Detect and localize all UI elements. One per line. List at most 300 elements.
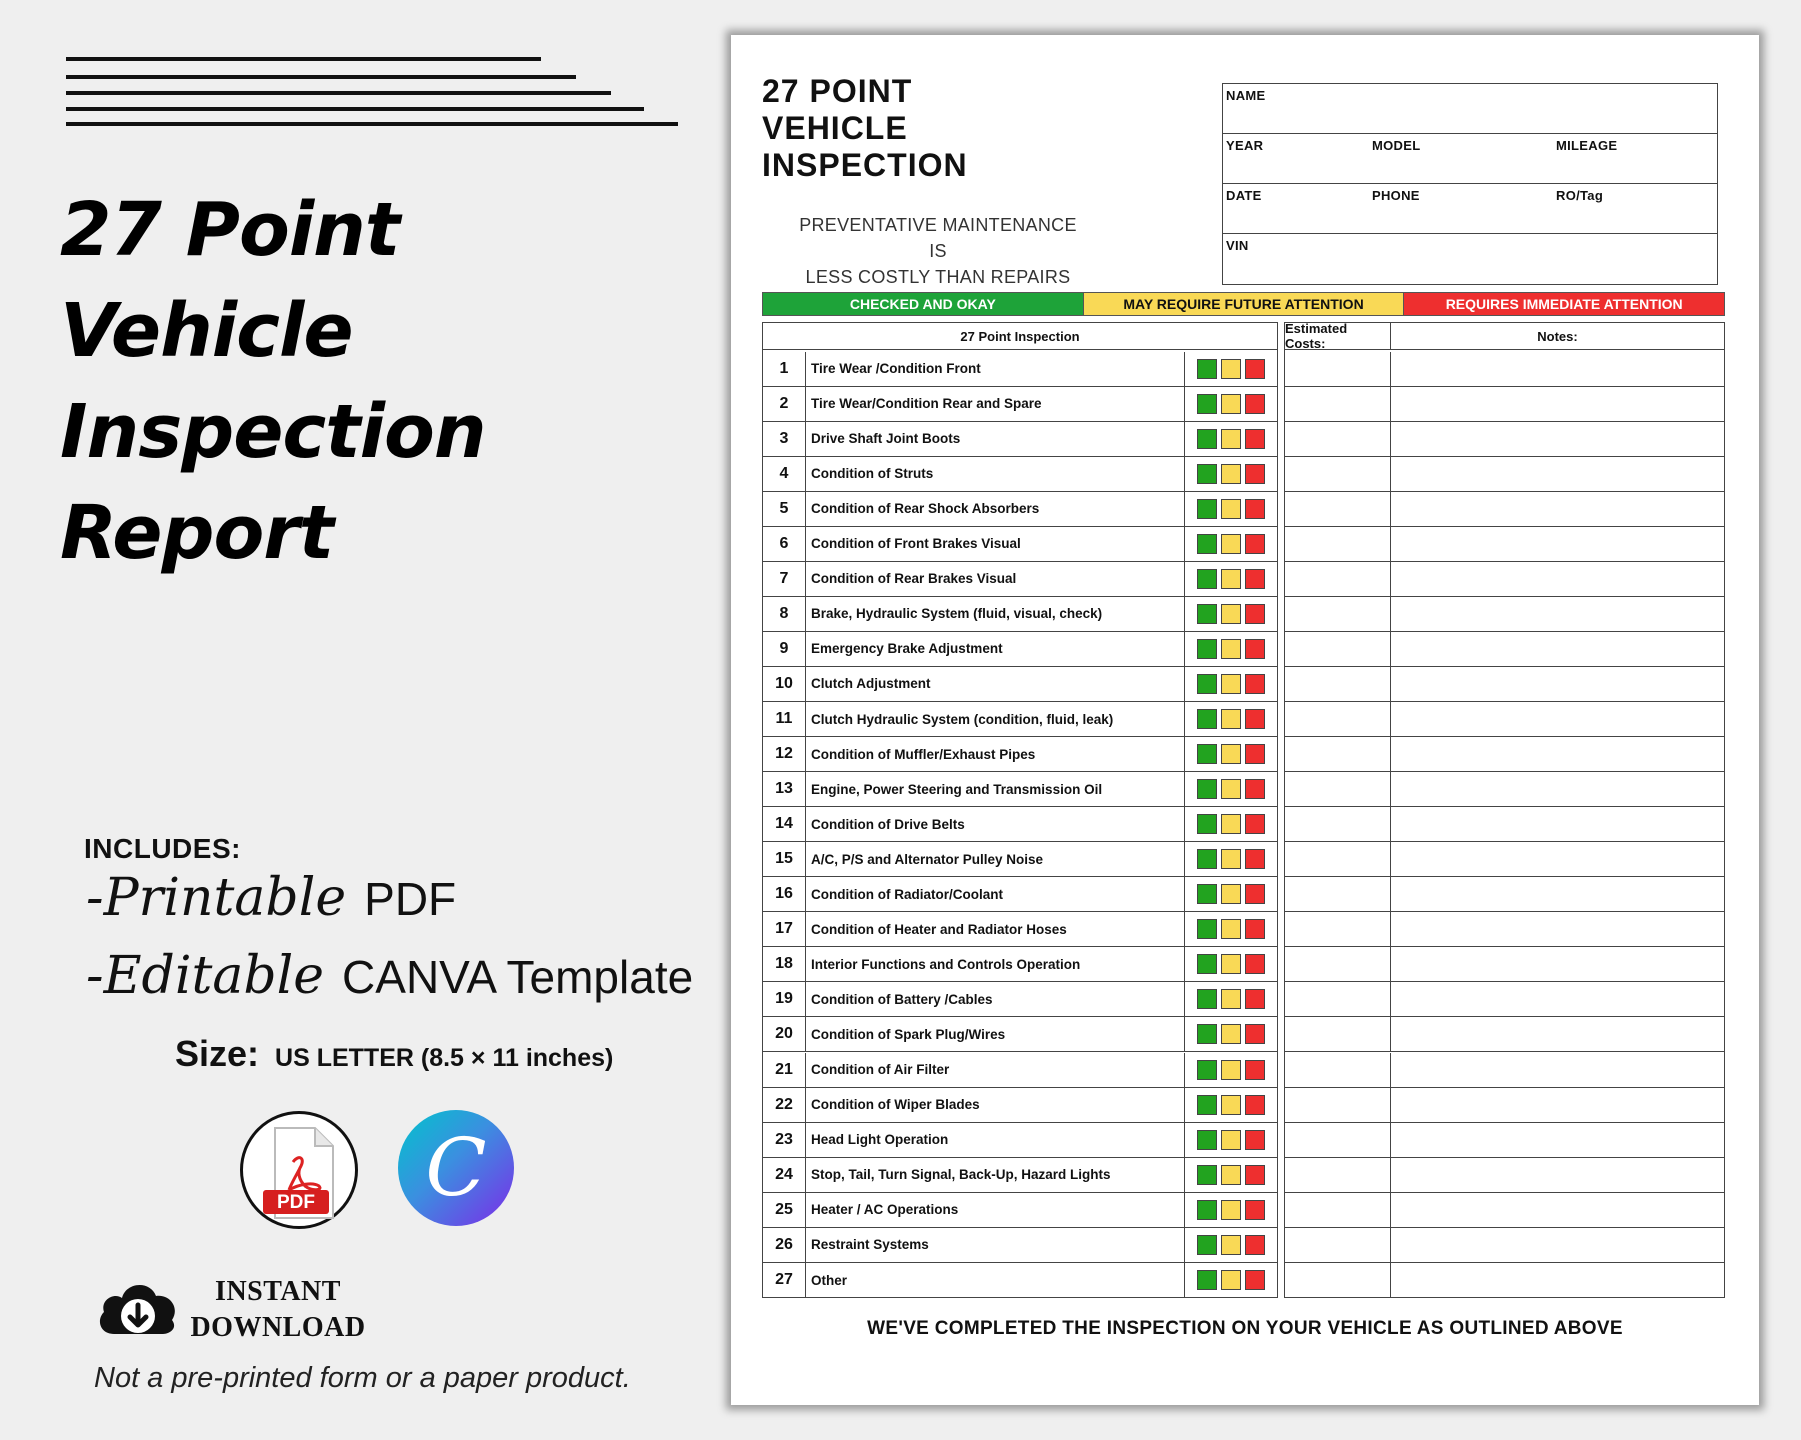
costs-notes-row: [1285, 947, 1724, 982]
notes-cell[interactable]: [1391, 842, 1724, 876]
checkbox-okay[interactable]: [1197, 429, 1217, 449]
item-number: 8: [763, 597, 806, 631]
checkbox-future[interactable]: [1221, 1200, 1241, 1220]
checkbox-future[interactable]: [1221, 709, 1241, 729]
checkbox-future[interactable]: [1221, 1095, 1241, 1115]
item-label: Tire Wear /Condition Front: [811, 361, 981, 377]
item-number: 24: [763, 1158, 806, 1192]
inspection-row: [763, 492, 1277, 527]
checkbox-okay[interactable]: [1197, 954, 1217, 974]
notes-cell[interactable]: [1391, 632, 1724, 666]
status-checkboxes: [1184, 387, 1277, 421]
notes-cell[interactable]: [1391, 1158, 1724, 1192]
checkbox-immediate[interactable]: [1245, 1165, 1265, 1185]
inspection-row: [763, 912, 1277, 947]
estimated-cost-cell[interactable]: [1285, 702, 1391, 736]
estimated-cost-cell[interactable]: [1285, 912, 1391, 946]
checkbox-future[interactable]: [1221, 1060, 1241, 1080]
inspection-row: [763, 737, 1277, 772]
estimated-cost-cell[interactable]: [1285, 772, 1391, 806]
estimated-cost-cell[interactable]: [1285, 947, 1391, 981]
status-checkboxes: [1184, 982, 1277, 1016]
checkbox-future[interactable]: [1221, 604, 1241, 624]
checkbox-immediate[interactable]: [1245, 1130, 1265, 1150]
item-label: Clutch Adjustment: [811, 676, 931, 692]
item-number: 3: [763, 422, 806, 456]
checkbox-okay[interactable]: [1197, 989, 1217, 1009]
form-footer: WE'VE COMPLETED THE INSPECTION ON YOUR VEHICLE AS OUTLINED ABOVE: [867, 1318, 1623, 1339]
estimated-cost-cell[interactable]: [1285, 352, 1391, 386]
checkbox-immediate[interactable]: [1245, 744, 1265, 764]
canva-logo-icon: [398, 1110, 514, 1226]
checkbox-immediate[interactable]: [1245, 604, 1265, 624]
inspection-row: [763, 632, 1277, 667]
inspection-row: [763, 1088, 1277, 1123]
notes-cell[interactable]: [1391, 877, 1724, 911]
estimated-cost-cell[interactable]: [1285, 1017, 1391, 1051]
notes-cell[interactable]: [1391, 807, 1724, 841]
status-checkboxes: [1184, 807, 1277, 841]
checkbox-immediate[interactable]: [1245, 849, 1265, 869]
inspection-row: [763, 982, 1277, 1017]
checkbox-immediate[interactable]: [1245, 674, 1265, 694]
checkbox-immediate[interactable]: [1245, 394, 1265, 414]
item-label: Tire Wear/Condition Rear and Spare: [811, 396, 1042, 412]
costs-notes-row: [1285, 877, 1724, 912]
notes-cell[interactable]: [1391, 912, 1724, 946]
estimated-cost-cell[interactable]: [1285, 562, 1391, 596]
notes-cell[interactable]: [1391, 772, 1724, 806]
notes-cell[interactable]: [1391, 352, 1724, 386]
model-field-label: MODEL: [1372, 138, 1421, 153]
ro-tag-field-label: RO/Tag: [1556, 188, 1604, 203]
legend-checked: CHECKED AND OKAY: [763, 293, 1084, 315]
costs-notes-row: [1285, 632, 1724, 667]
checkbox-future[interactable]: [1221, 814, 1241, 834]
checkbox-future[interactable]: [1221, 429, 1241, 449]
estimated-cost-cell[interactable]: [1285, 1123, 1391, 1157]
pdf-badge: [240, 1111, 358, 1229]
checkbox-future[interactable]: [1221, 569, 1241, 589]
item-label: Condition of Rear Brakes Visual: [811, 571, 1017, 587]
item-label: Condition of Wiper Blades: [811, 1097, 980, 1113]
notes-cell[interactable]: [1391, 562, 1724, 596]
item-number: 6: [763, 527, 806, 561]
checkbox-future[interactable]: [1221, 744, 1241, 764]
costs-notes-row: [1285, 597, 1724, 632]
checkbox-immediate[interactable]: [1245, 954, 1265, 974]
checkbox-immediate[interactable]: [1245, 639, 1265, 659]
checkbox-okay[interactable]: [1197, 884, 1217, 904]
promo-title-line: Inspection: [60, 389, 486, 475]
checkbox-future[interactable]: [1221, 954, 1241, 974]
checkbox-future[interactable]: [1221, 499, 1241, 519]
estimated-cost-cell[interactable]: [1285, 597, 1391, 631]
item-label: Head Light Operation: [811, 1132, 949, 1148]
item-number: 20: [763, 1017, 806, 1051]
checkbox-future[interactable]: [1221, 639, 1241, 659]
costs-notes-row: [1285, 1263, 1724, 1298]
checkbox-immediate[interactable]: [1245, 884, 1265, 904]
checkbox-okay[interactable]: [1197, 674, 1217, 694]
download-line: DOWNLOAD: [190, 1312, 366, 1343]
item-label: Other: [811, 1272, 848, 1288]
item-label: Drive Shaft Joint Boots: [811, 431, 961, 447]
costs-notes-row: [1285, 982, 1724, 1017]
status-checkboxes: [1184, 947, 1277, 981]
estimated-cost-cell[interactable]: [1285, 1263, 1391, 1298]
checkbox-okay[interactable]: [1197, 1130, 1217, 1150]
status-checkboxes: [1184, 877, 1277, 911]
notes-cell[interactable]: [1391, 1088, 1724, 1122]
status-checkboxes: [1184, 667, 1277, 701]
vin-row[interactable]: [1223, 234, 1717, 284]
notes-cell[interactable]: [1391, 1053, 1724, 1087]
item-number: 25: [763, 1193, 806, 1227]
item-label: Clutch Hydraulic System (condition, fluid, leak): [811, 711, 1114, 727]
includes-script: -Editable: [86, 946, 325, 1006]
form-title-line: 27 POINT: [762, 73, 913, 109]
item-number: 17: [763, 912, 806, 946]
status-checkboxes: [1184, 772, 1277, 806]
checkbox-immediate[interactable]: [1245, 1024, 1265, 1044]
checkbox-immediate[interactable]: [1245, 989, 1265, 1009]
inspection-row: [763, 352, 1277, 387]
checkbox-okay[interactable]: [1197, 1165, 1217, 1185]
costs-notes-row: [1285, 912, 1724, 947]
checkbox-future[interactable]: [1221, 779, 1241, 799]
item-number: 12: [763, 737, 806, 771]
item-number: 16: [763, 877, 806, 911]
form-subtitle-line: PREVENTATIVE MAINTENANCE IS: [799, 215, 1077, 261]
costs-notes-row: [1285, 842, 1724, 877]
checkbox-future[interactable]: [1221, 919, 1241, 939]
status-checkboxes: [1184, 562, 1277, 596]
status-checkboxes: [1184, 1017, 1277, 1051]
estimated-cost-cell[interactable]: [1285, 982, 1391, 1016]
checkbox-immediate[interactable]: [1245, 534, 1265, 554]
checkbox-future[interactable]: [1221, 674, 1241, 694]
notes-cell[interactable]: [1391, 1193, 1724, 1227]
status-checkboxes: [1184, 527, 1277, 561]
status-checkboxes: [1184, 1053, 1277, 1087]
estimated-cost-cell[interactable]: [1285, 1193, 1391, 1227]
costs-notes-row: [1285, 422, 1724, 457]
disclaimer: Not a pre-printed form or a paper product.: [94, 1362, 631, 1394]
pdf-file-icon: [243, 1114, 361, 1232]
status-checkboxes: [1184, 457, 1277, 491]
item-label: A/C, P/S and Alternator Pulley Noise: [811, 851, 1044, 867]
includes-plain: CANVA Template: [342, 951, 694, 1003]
item-label: Condition of Radiator/Coolant: [811, 886, 1003, 902]
checkbox-okay[interactable]: [1197, 849, 1217, 869]
checkbox-immediate[interactable]: [1245, 499, 1265, 519]
notes-cell[interactable]: [1391, 1228, 1724, 1262]
item-label: Condition of Air Filter: [811, 1062, 950, 1078]
notes-cell[interactable]: [1391, 947, 1724, 981]
notes-cell[interactable]: [1391, 387, 1724, 421]
notes-cell[interactable]: [1391, 982, 1724, 1016]
checkbox-future[interactable]: [1221, 989, 1241, 1009]
checkbox-okay[interactable]: [1197, 1095, 1217, 1115]
includes-item-editable: [86, 946, 693, 1006]
estimated-cost-cell[interactable]: [1285, 737, 1391, 771]
item-number: 19: [763, 982, 806, 1016]
instant-download-label: [178, 1274, 378, 1346]
notes-cell[interactable]: [1391, 1263, 1724, 1298]
checkbox-immediate[interactable]: [1245, 429, 1265, 449]
legend-future: MAY REQUIRE FUTURE ATTENTION: [1084, 293, 1405, 315]
checkbox-future[interactable]: [1221, 1235, 1241, 1255]
inspection-table-header: 27 Point Inspection: [763, 323, 1277, 350]
inspection-row: [763, 422, 1277, 457]
promo-title-line: 27 Point Vehicle: [60, 187, 400, 374]
notes-cell[interactable]: [1391, 702, 1724, 736]
canva-badge-letter: C: [425, 1121, 487, 1214]
estimated-cost-cell[interactable]: [1285, 1158, 1391, 1192]
date-row[interactable]: [1223, 184, 1717, 234]
checkbox-okay[interactable]: [1197, 919, 1217, 939]
status-checkboxes: [1184, 422, 1277, 456]
checkbox-future[interactable]: [1221, 1024, 1241, 1044]
inspection-form-sheet: [731, 35, 1759, 1405]
status-checkboxes: [1184, 492, 1277, 526]
checkbox-future[interactable]: [1221, 1270, 1241, 1290]
cloud-download-icon: [94, 1272, 180, 1342]
inspection-table: [762, 322, 1278, 1298]
form-title-line: VEHICLE: [762, 110, 908, 146]
inspection-row: [763, 597, 1277, 632]
checkbox-future[interactable]: [1221, 884, 1241, 904]
vin-field-label: VIN: [1226, 238, 1249, 253]
year-field-label: YEAR: [1226, 138, 1264, 153]
checkbox-okay[interactable]: [1197, 1235, 1217, 1255]
checkbox-immediate[interactable]: [1245, 779, 1265, 799]
notes-cell[interactable]: [1391, 422, 1724, 456]
inspection-row: [763, 1017, 1277, 1052]
item-number: 4: [763, 457, 806, 491]
checkbox-immediate[interactable]: [1245, 709, 1265, 729]
checkbox-okay[interactable]: [1197, 779, 1217, 799]
costs-notes-row: [1285, 527, 1724, 562]
includes-script: -Printable: [86, 868, 347, 928]
vehicle-row[interactable]: [1223, 134, 1717, 184]
checkbox-immediate[interactable]: [1245, 919, 1265, 939]
date-field-label: DATE: [1226, 188, 1262, 203]
checkbox-okay[interactable]: [1197, 569, 1217, 589]
checkbox-future[interactable]: [1221, 534, 1241, 554]
estimated-cost-cell[interactable]: [1285, 422, 1391, 456]
status-checkboxes: [1184, 1158, 1277, 1192]
includes-label: INCLUDES:: [84, 833, 241, 864]
inspection-row: [763, 877, 1277, 912]
item-number: 22: [763, 1088, 806, 1122]
checkbox-okay[interactable]: [1197, 464, 1217, 484]
size-value: US LETTER (8.5 × 11 inches): [275, 1044, 614, 1072]
notes-cell[interactable]: [1391, 492, 1724, 526]
size-info: [175, 1033, 613, 1075]
checkbox-okay[interactable]: [1197, 814, 1217, 834]
inspection-row: [763, 387, 1277, 422]
inspection-row: [763, 562, 1277, 597]
checkbox-okay[interactable]: [1197, 499, 1217, 519]
costs-notes-row: [1285, 1053, 1724, 1088]
costs-notes-row: [1285, 457, 1724, 492]
checkbox-okay[interactable]: [1197, 744, 1217, 764]
costs-header: Estimated Costs:: [1285, 323, 1391, 350]
checkbox-okay[interactable]: [1197, 709, 1217, 729]
deco-line: [66, 57, 541, 61]
inspection-row: [763, 702, 1277, 737]
item-number: 21: [763, 1053, 806, 1087]
customer-info-box: [1222, 83, 1718, 285]
item-number: 5: [763, 492, 806, 526]
item-label: Interior Functions and Controls Operation: [811, 956, 1081, 972]
form-title: [762, 73, 968, 184]
includes-plain: PDF: [364, 873, 457, 925]
download-line: INSTANT: [215, 1276, 341, 1307]
status-checkboxes: [1184, 1088, 1277, 1122]
inspection-row: [763, 1263, 1277, 1298]
checkbox-future[interactable]: [1221, 849, 1241, 869]
status-checkboxes: [1184, 1228, 1277, 1262]
notes-cell[interactable]: [1391, 457, 1724, 491]
inspection-row: [763, 772, 1277, 807]
form-subtitle: [793, 212, 1083, 290]
status-checkboxes: [1184, 737, 1277, 771]
form-subtitle-line: LESS COSTLY THAN REPAIRS: [805, 267, 1071, 287]
item-number: 13: [763, 772, 806, 806]
checkbox-okay[interactable]: [1197, 359, 1217, 379]
inspection-row: [763, 1158, 1277, 1193]
item-label: Condition of Struts: [811, 466, 934, 482]
checkbox-immediate[interactable]: [1245, 1060, 1265, 1080]
inspection-row: [763, 1123, 1277, 1158]
inspection-row: [763, 667, 1277, 702]
item-number: 15: [763, 842, 806, 876]
item-number: 11: [763, 702, 806, 736]
item-number: 7: [763, 562, 806, 596]
checkbox-immediate[interactable]: [1245, 359, 1265, 379]
checkbox-okay[interactable]: [1197, 1270, 1217, 1290]
costs-notes-row: [1285, 667, 1724, 702]
pdf-badge-label: PDF: [277, 1192, 315, 1213]
costs-notes-row: [1285, 387, 1724, 422]
notes-cell[interactable]: [1391, 597, 1724, 631]
estimated-cost-cell[interactable]: [1285, 667, 1391, 701]
notes-cell[interactable]: [1391, 527, 1724, 561]
checkbox-future[interactable]: [1221, 464, 1241, 484]
inspection-row: [763, 457, 1277, 492]
name-field-label: NAME: [1226, 88, 1266, 103]
checkbox-okay[interactable]: [1197, 639, 1217, 659]
status-checkboxes: [1184, 632, 1277, 666]
checkbox-future[interactable]: [1221, 394, 1241, 414]
status-checkboxes: [1184, 1193, 1277, 1227]
checkbox-immediate[interactable]: [1245, 1095, 1265, 1115]
status-checkboxes: [1184, 352, 1277, 386]
costs-notes-table: [1284, 322, 1725, 1298]
estimated-cost-cell[interactable]: [1285, 632, 1391, 666]
inspection-row: [763, 947, 1277, 982]
promo-title-line: Report: [60, 490, 334, 576]
estimated-cost-cell[interactable]: [1285, 1053, 1391, 1087]
checkbox-immediate[interactable]: [1245, 1270, 1265, 1290]
costs-notes-row: [1285, 807, 1724, 842]
item-number: 23: [763, 1123, 806, 1157]
checkbox-future[interactable]: [1221, 1130, 1241, 1150]
deco-line: [66, 75, 576, 79]
inspection-row: [763, 527, 1277, 562]
promo-title: [60, 180, 700, 584]
checkbox-immediate[interactable]: [1245, 464, 1265, 484]
item-label: Condition of Front Brakes Visual: [811, 536, 1021, 552]
status-checkboxes: [1184, 912, 1277, 946]
checkbox-immediate[interactable]: [1245, 814, 1265, 834]
checkbox-okay[interactable]: [1197, 1060, 1217, 1080]
checkbox-okay[interactable]: [1197, 394, 1217, 414]
notes-cell[interactable]: [1391, 1017, 1724, 1051]
costs-notes-row: [1285, 1123, 1724, 1158]
costs-notes-row: [1285, 1228, 1724, 1263]
costs-notes-row: [1285, 1193, 1724, 1228]
checkbox-immediate[interactable]: [1245, 1235, 1265, 1255]
inspection-row: [763, 1228, 1277, 1263]
checkbox-future[interactable]: [1221, 1165, 1241, 1185]
name-row[interactable]: [1223, 84, 1717, 134]
item-label: Condition of Rear Shock Absorbers: [811, 501, 1040, 517]
notes-cell[interactable]: [1391, 667, 1724, 701]
notes-cell[interactable]: [1391, 1123, 1724, 1157]
includes-item-printable: [86, 868, 456, 928]
deco-line: [66, 122, 678, 126]
estimated-cost-cell[interactable]: [1285, 457, 1391, 491]
phone-field-label: PHONE: [1372, 188, 1420, 203]
estimated-cost-cell[interactable]: [1285, 877, 1391, 911]
item-number: 14: [763, 807, 806, 841]
estimated-cost-cell[interactable]: [1285, 842, 1391, 876]
estimated-cost-cell[interactable]: [1285, 387, 1391, 421]
inspection-row: [763, 1053, 1277, 1088]
item-number: 10: [763, 667, 806, 701]
costs-notes-row: [1285, 702, 1724, 737]
estimated-cost-cell[interactable]: [1285, 1088, 1391, 1122]
estimated-cost-cell[interactable]: [1285, 807, 1391, 841]
item-label: Stop, Tail, Turn Signal, Back-Up, Hazard Lights: [811, 1167, 1111, 1183]
estimated-cost-cell[interactable]: [1285, 1228, 1391, 1262]
costs-notes-row: [1285, 492, 1724, 527]
estimated-cost-cell[interactable]: [1285, 492, 1391, 526]
checkbox-okay[interactable]: [1197, 534, 1217, 554]
item-label: Condition of Heater and Radiator Hoses: [811, 921, 1067, 937]
checkbox-okay[interactable]: [1197, 1024, 1217, 1044]
notes-cell[interactable]: [1391, 737, 1724, 771]
checkbox-okay[interactable]: [1197, 1200, 1217, 1220]
costs-notes-row: [1285, 737, 1724, 772]
item-number: 18: [763, 947, 806, 981]
item-number: 26: [763, 1228, 806, 1262]
deco-line: [66, 91, 611, 95]
checkbox-okay[interactable]: [1197, 604, 1217, 624]
size-label: Size:: [175, 1033, 260, 1074]
checkbox-immediate[interactable]: [1245, 569, 1265, 589]
item-number: 1: [763, 352, 806, 386]
costs-notes-row: [1285, 352, 1724, 387]
estimated-cost-cell[interactable]: [1285, 527, 1391, 561]
form-title-line: INSPECTION: [762, 147, 968, 183]
checkbox-future[interactable]: [1221, 359, 1241, 379]
checkbox-immediate[interactable]: [1245, 1200, 1265, 1220]
